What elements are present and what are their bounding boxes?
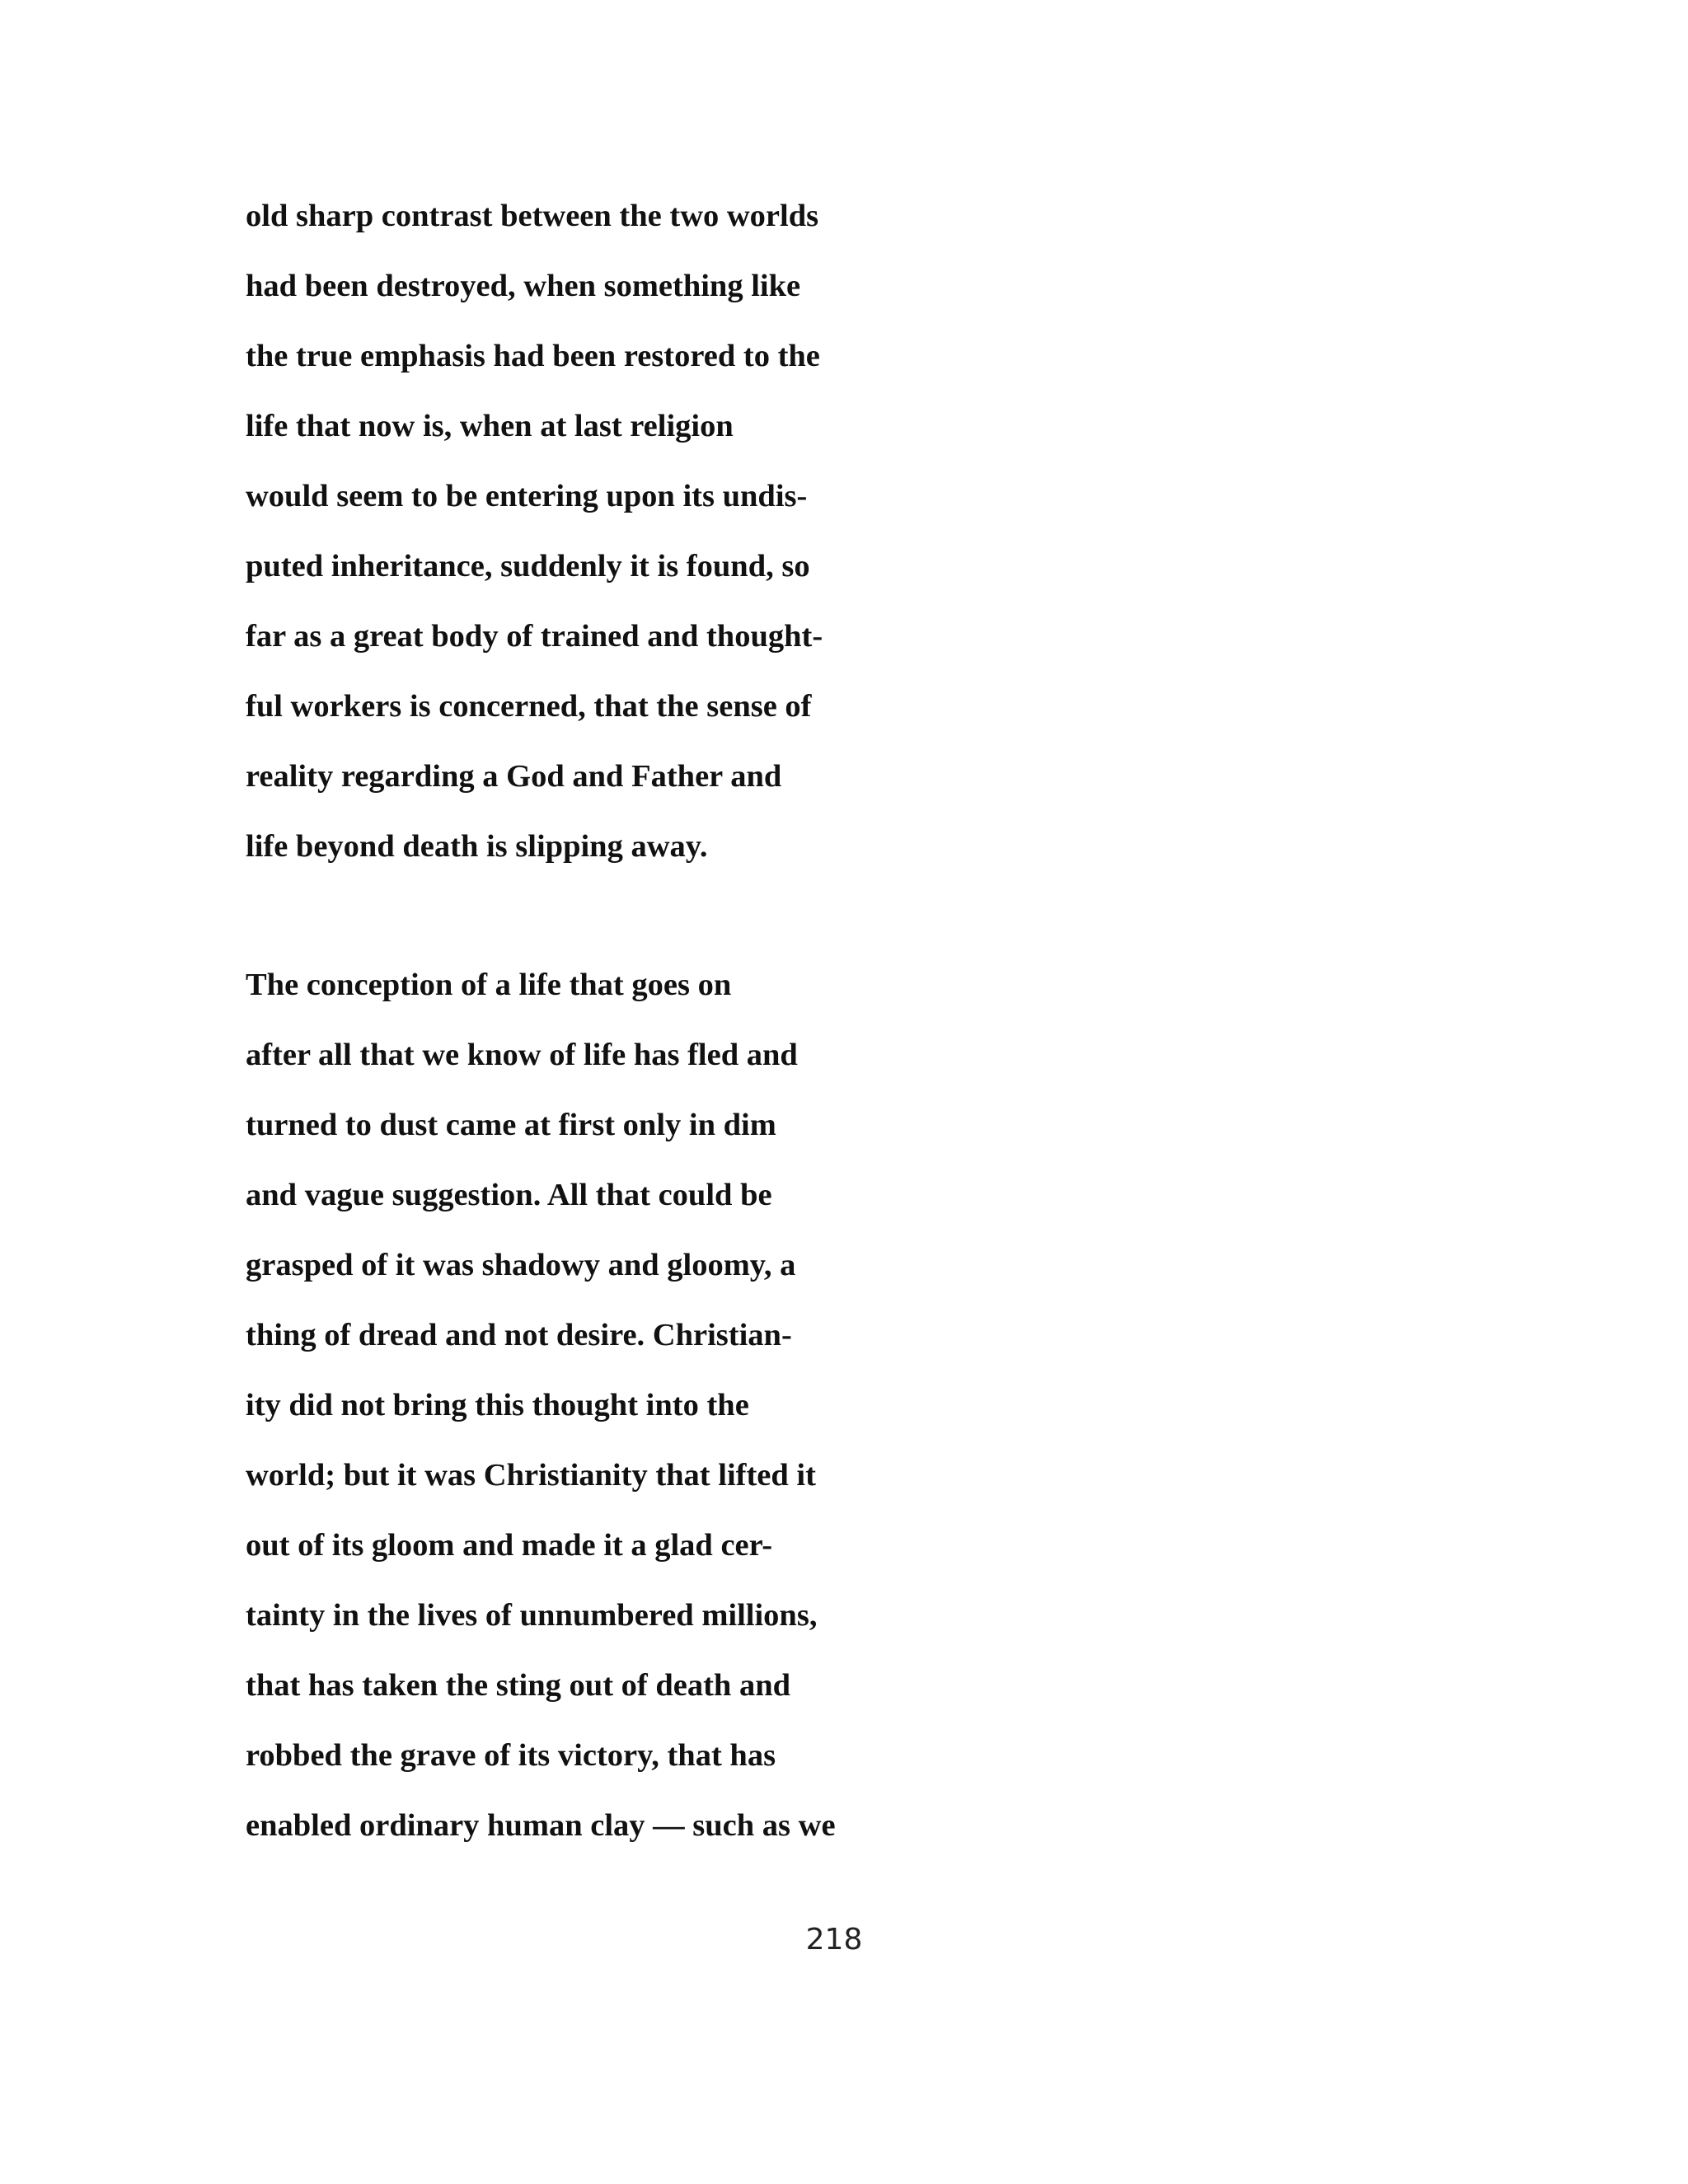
paragraph-2	[246, 950, 1202, 1861]
text-line: old sharp contrast between the two worlds	[246, 199, 819, 233]
paragraph-1	[246, 181, 1202, 882]
text-line: tainty in the lives of unnumbered millions,	[246, 1598, 818, 1633]
text-line: would seem to be entering upon its undis-	[246, 479, 808, 513]
text-line: turned to dust came at first only in dim	[246, 1108, 776, 1142]
text-line: ity did not bring this thought into the	[246, 1388, 749, 1422]
text-line: life that now is, when at last religion	[246, 409, 734, 443]
text-line: out of its gloom and made it a glad cer-	[246, 1528, 773, 1563]
text-line: robbed the grave of its victory, that has	[246, 1738, 776, 1773]
text-line: grasped of it was shadowy and gloomy, a	[246, 1248, 796, 1282]
text-line: thing of dread and not desire. Christian-	[246, 1318, 792, 1352]
text-line: ful workers is concerned, that the sense of	[246, 689, 812, 724]
page-number: 218	[805, 1923, 863, 1957]
text-line: reality regarding a God and Father and	[246, 759, 782, 794]
text-line: that has taken the sting out of death and	[246, 1668, 791, 1703]
text-line: and vague suggestion. All that could be	[246, 1178, 772, 1212]
text-line: had been destroyed, when something like	[246, 269, 801, 303]
text-line: enabled ordinary human clay — such as we	[246, 1808, 836, 1843]
text-line: puted inheritance, suddenly it is found, so	[246, 549, 810, 583]
text-line: life beyond death is slipping away.	[246, 829, 708, 864]
text-line: The conception of a life that goes on	[246, 968, 732, 1002]
text-line: world; but it was Christianity that lifted it	[246, 1458, 816, 1493]
text-line: the true emphasis had been restored to the	[246, 339, 820, 373]
text-line: far as a great body of trained and thought-	[246, 619, 823, 654]
text-line: after all that we know of life has fled and	[246, 1038, 798, 1072]
